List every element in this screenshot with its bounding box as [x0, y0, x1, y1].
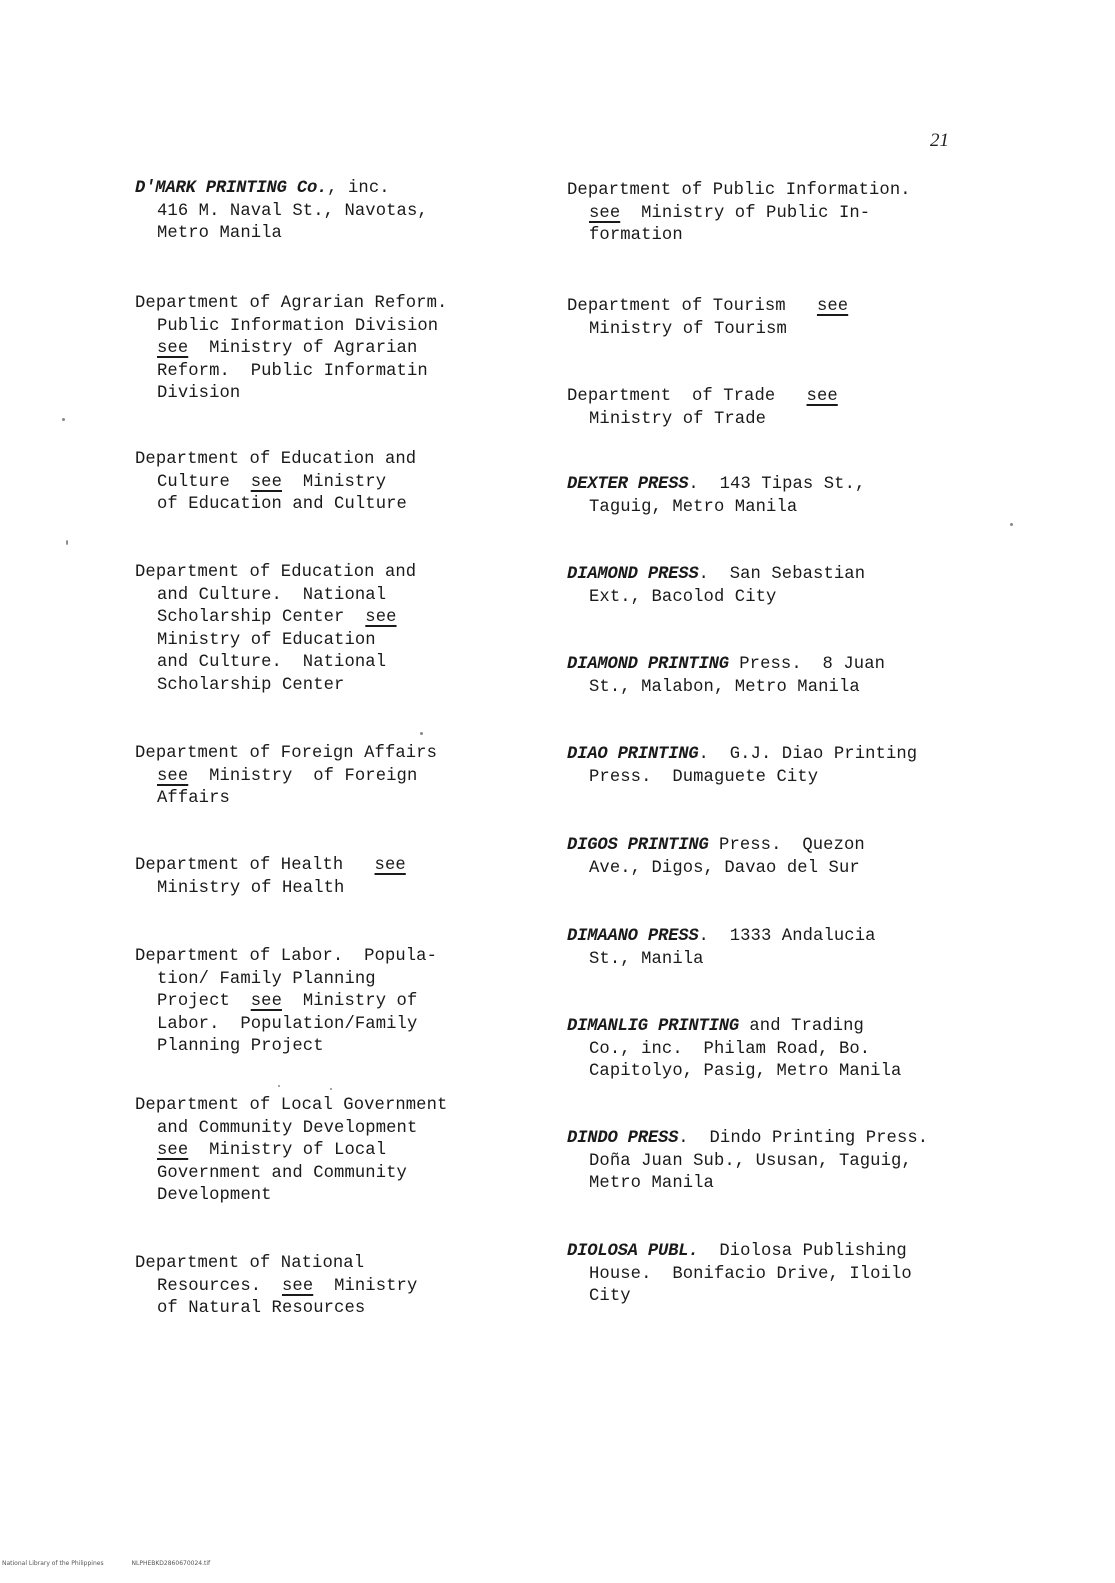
entry-text: Diolosa Publishing — [698, 1242, 907, 1261]
entry-continuation-line — [135, 361, 555, 384]
entry-continuation-line — [135, 201, 555, 224]
publisher-name: DIAMOND PRINTING — [567, 655, 729, 674]
entry-text: Department of Foreign Affairs — [135, 744, 438, 763]
directory-entry — [567, 296, 987, 341]
see-reference: see — [365, 608, 397, 628]
entry-heading-line — [567, 474, 987, 497]
entry-heading-line — [135, 743, 555, 766]
entry-text: Culture — [157, 472, 251, 492]
entry-text: and Culture. National — [157, 585, 387, 605]
directory-entry — [567, 1128, 987, 1196]
entry-continuation-line — [567, 1061, 987, 1084]
entry-text: City — [589, 1287, 631, 1307]
publisher-name: DEXTER PRESS — [567, 475, 689, 494]
entry-continuation-line — [135, 991, 555, 1014]
entry-continuation-line — [135, 472, 555, 495]
entry-continuation-line — [135, 607, 555, 630]
directory-entry — [135, 946, 555, 1059]
entry-heading-line — [567, 926, 987, 949]
entry-continuation-line — [567, 677, 987, 700]
entry-continuation-line — [135, 1118, 555, 1141]
entry-heading-line — [135, 449, 555, 472]
entry-heading-line — [567, 564, 987, 587]
entry-text: Department of Labor. Popula- — [135, 947, 438, 966]
see-reference: see — [157, 766, 189, 786]
scan-speck — [66, 540, 68, 545]
directory-entry — [567, 1241, 987, 1309]
publisher-name: DIAO PRINTING — [567, 745, 699, 764]
entry-text: Ave., Digos, Davao del Sur — [589, 858, 860, 878]
entry-text: Department of Public Information. — [567, 181, 911, 200]
entry-continuation-line — [567, 1039, 987, 1062]
entry-text: Ext., Bacolod City — [589, 587, 777, 607]
entry-text: House. Bonifacio Drive, Iloilo — [589, 1264, 912, 1284]
scan-speck — [330, 1088, 332, 1090]
entry-continuation-line — [567, 497, 987, 520]
entry-text: Taguig, Metro Manila — [589, 497, 798, 517]
entry-heading-line — [135, 946, 555, 969]
entry-continuation-line — [135, 494, 555, 517]
entry-text: Department of Health — [135, 856, 375, 875]
directory-entry — [567, 1016, 987, 1084]
directory-entry — [135, 178, 555, 246]
entry-continuation-line — [135, 766, 555, 789]
entry-text: Public Information Division — [157, 316, 439, 336]
entry-heading-line — [135, 1253, 555, 1276]
entry-text: of Education and Culture — [157, 495, 407, 515]
entry-text: Department of Trade — [567, 387, 807, 406]
entry-continuation-line — [567, 319, 987, 342]
entry-text: Department of Tourism — [567, 297, 817, 316]
entry-heading-line — [135, 855, 555, 878]
entry-continuation-line — [135, 788, 555, 811]
entry-text: formation — [589, 226, 683, 246]
entry-text: Resources. — [157, 1276, 282, 1296]
entry-text: Scholarship Center — [157, 675, 345, 695]
entry-heading-line — [567, 1241, 987, 1264]
directory-entry — [567, 835, 987, 880]
see-reference: see — [281, 1276, 314, 1296]
entry-text: . Dindo Printing Press. — [678, 1129, 929, 1148]
entry-continuation-line — [135, 969, 555, 992]
directory-entry — [135, 1253, 555, 1321]
entry-text: Department of Education and — [135, 563, 417, 582]
entry-continuation-line — [567, 1151, 987, 1174]
entry-text: Labor. Population/Family — [157, 1014, 418, 1034]
entry-continuation-line — [567, 949, 987, 972]
entry-continuation-line — [135, 383, 555, 406]
entry-continuation-line — [135, 1298, 555, 1321]
entry-continuation-line — [135, 1140, 555, 1163]
entry-text: Press. 8 Juan — [728, 655, 886, 674]
entry-text: Planning Project — [157, 1037, 324, 1057]
scan-speck — [278, 1085, 280, 1087]
directory-entry — [567, 474, 987, 519]
entry-text: Ministry of Foreign — [188, 766, 418, 786]
entry-heading-line — [567, 744, 987, 767]
publisher-name: DIMANLIG PRINTING — [567, 1017, 739, 1036]
entry-text: Department of Agrarian Reform. — [135, 294, 448, 313]
entry-heading-line — [135, 178, 555, 201]
entry-text: Co., inc. Philam Road, Bo. — [589, 1039, 871, 1059]
see-reference: see — [250, 472, 282, 492]
see-reference: see — [250, 992, 282, 1012]
publisher-name: DIOLOSA PUBL. — [567, 1242, 699, 1261]
entry-text: . 1333 Andalucia — [698, 927, 876, 946]
directory-entry — [567, 180, 987, 248]
entry-heading-line — [135, 1095, 555, 1118]
directory-entry — [135, 562, 555, 698]
entry-text: Reform. Public Informatin — [157, 361, 428, 381]
entry-continuation-line — [135, 652, 555, 675]
see-reference: see — [157, 339, 189, 359]
entry-text: tion/ Family Planning — [157, 969, 376, 989]
entry-continuation-line — [567, 225, 987, 248]
entry-text: Department of Education and — [135, 450, 417, 469]
entry-text: Affairs — [157, 789, 230, 809]
entry-continuation-line — [135, 1276, 555, 1299]
publisher-name: D'MARK PRINTING Co. — [135, 179, 328, 198]
directory-entry — [135, 449, 555, 517]
publisher-name: DINDO PRESS — [567, 1129, 679, 1148]
entry-continuation-line — [135, 316, 555, 339]
footer-library: National Library of the Philippines — [2, 1560, 104, 1567]
entry-continuation-line — [135, 1014, 555, 1037]
entry-text: , inc. — [327, 179, 390, 198]
entry-text: . San Sebastian — [698, 565, 866, 584]
directory-entry — [135, 1095, 555, 1208]
directory-entry — [567, 926, 987, 971]
entry-text: and Culture. National — [157, 653, 387, 673]
see-reference: see — [816, 297, 849, 316]
publisher-name: DIGOS PRINTING — [567, 836, 709, 855]
entry-text: Ministry of Tourism — [589, 319, 787, 339]
directory-entry — [135, 855, 555, 900]
footer-file-id: NLPHEBKD2860670024.tif — [131, 1560, 211, 1567]
entry-continuation-line — [567, 1173, 987, 1196]
entry-text: Ministry — [281, 472, 387, 492]
entry-continuation-line — [567, 767, 987, 790]
entry-heading-line — [567, 386, 987, 409]
entry-text: and Trading — [738, 1017, 864, 1036]
see-reference: see — [374, 856, 406, 875]
entry-text: Capitolyo, Pasig, Metro Manila — [589, 1062, 902, 1082]
entry-text: Department of National — [135, 1254, 365, 1273]
scan-footer — [2, 1560, 236, 1567]
entry-text: and Community Development — [157, 1118, 418, 1138]
see-reference: see — [806, 387, 838, 406]
directory-entry — [135, 743, 555, 811]
entry-text: . 143 Tipas St., — [688, 475, 866, 494]
entry-heading-line — [567, 1128, 987, 1151]
entry-text: Press. Quezon — [708, 836, 865, 855]
entry-text: Government and Community — [157, 1163, 407, 1183]
entry-text: St., Malabon, Metro Manila — [589, 677, 860, 697]
entry-text: Ministry of Health — [157, 878, 345, 898]
entry-text: St., Manila — [589, 949, 704, 969]
entry-text: Ministry of Agrarian — [188, 339, 418, 359]
scan-speck — [1010, 523, 1013, 526]
scan-speck — [420, 732, 423, 735]
entry-heading-line — [135, 293, 555, 316]
publisher-name: DIMAANO PRESS — [567, 927, 699, 946]
entry-continuation-line — [135, 338, 555, 361]
entry-heading-line — [567, 835, 987, 858]
entry-text: Ministry of Education — [157, 630, 376, 650]
see-reference: see — [157, 1141, 189, 1161]
entry-text: Development — [157, 1186, 272, 1206]
entry-continuation-line — [135, 1036, 555, 1059]
entry-text: Press. Dumaguete City — [589, 767, 819, 787]
entry-continuation-line — [567, 1264, 987, 1287]
entry-continuation-line — [135, 1185, 555, 1208]
entry-continuation-line — [135, 585, 555, 608]
entry-text: Ministry of Public In- — [620, 203, 871, 223]
entry-continuation-line — [135, 1163, 555, 1186]
entry-text: of Natural Resources — [157, 1299, 366, 1319]
entry-heading-line — [567, 654, 987, 677]
entry-text: Scholarship Center — [157, 608, 366, 628]
page-number: 21 — [930, 130, 949, 151]
directory-entry — [135, 293, 555, 406]
entry-text: . G.J. Diao Printing — [698, 745, 918, 764]
entry-heading-line — [567, 180, 987, 203]
entry-continuation-line — [567, 587, 987, 610]
entry-text: Ministry of Trade — [589, 409, 767, 429]
entry-continuation-line — [135, 675, 555, 698]
entry-continuation-line — [567, 409, 987, 432]
directory-entry — [567, 654, 987, 699]
entry-text: 416 M. Naval St., Navotas, — [157, 201, 428, 221]
entry-continuation-line — [135, 223, 555, 246]
entry-heading-line — [135, 562, 555, 585]
scan-speck — [62, 418, 65, 421]
entry-text: Department of Local Government — [135, 1096, 448, 1115]
entry-text: Ministry of Local — [188, 1141, 387, 1161]
entry-continuation-line — [567, 1286, 987, 1309]
see-reference: see — [589, 203, 621, 223]
entry-continuation-line — [567, 858, 987, 881]
directory-entry — [567, 744, 987, 789]
entry-text: Metro Manila — [589, 1174, 714, 1194]
directory-entry — [567, 386, 987, 431]
directory-entry — [567, 564, 987, 609]
entry-continuation-line — [567, 203, 987, 226]
entry-continuation-line — [135, 878, 555, 901]
entry-text: Metro Manila — [157, 224, 282, 244]
entry-text: Ministry — [313, 1276, 418, 1296]
entry-text: Project — [157, 992, 251, 1012]
entry-continuation-line — [135, 630, 555, 653]
entry-text: Division — [157, 384, 241, 404]
entry-heading-line — [567, 296, 987, 319]
publisher-name: DIAMOND PRESS — [567, 565, 699, 584]
entry-text: Ministry of — [281, 992, 418, 1012]
entry-text: Doña Juan Sub., Ususan, Taguig, — [589, 1151, 912, 1171]
entry-heading-line — [567, 1016, 987, 1039]
